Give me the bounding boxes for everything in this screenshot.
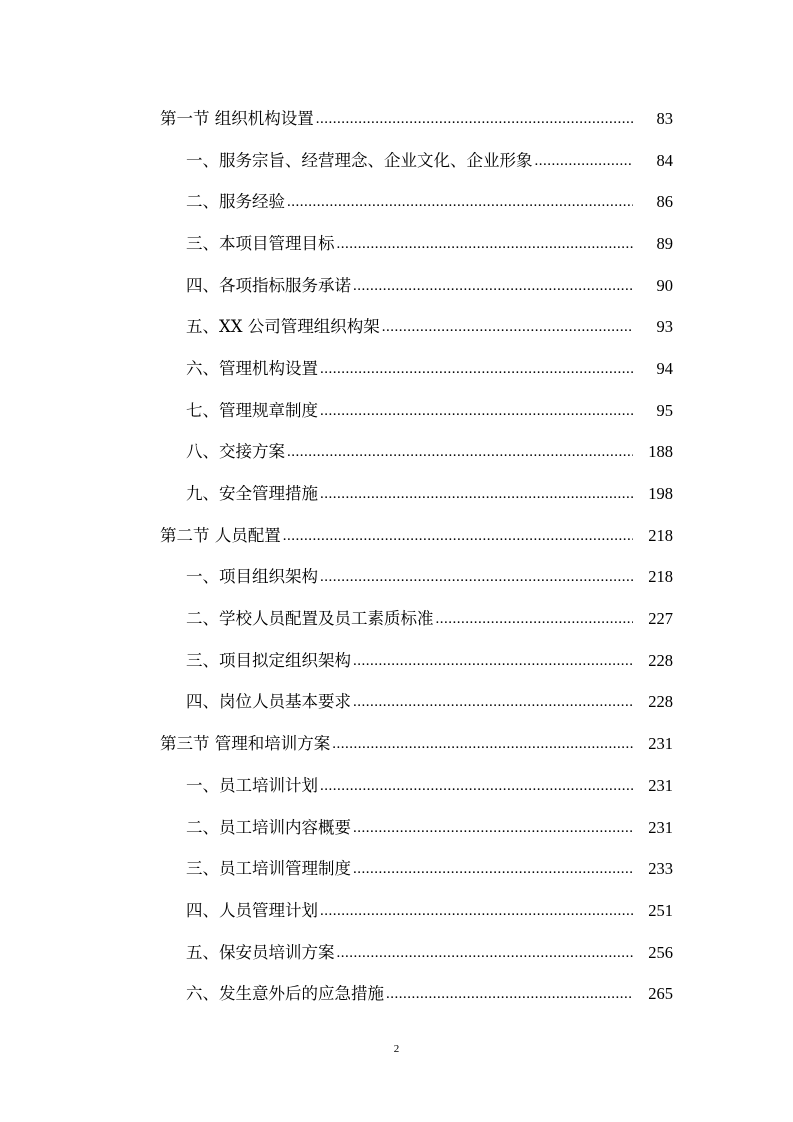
toc-entry-title: 二、员工培训内容概要 — [186, 817, 351, 837]
toc-entry[interactable] — [0, 723, 793, 765]
toc-dot-leader — [337, 943, 634, 963]
toc-dot-leader — [332, 734, 633, 754]
page-number-footer: 2 — [393, 1043, 400, 1055]
toc-entry[interactable] — [0, 932, 793, 974]
toc-entry-title: 四、各项指标服务承诺 — [186, 275, 351, 295]
toc-dot-leader — [353, 818, 633, 838]
toc-entry[interactable] — [0, 848, 793, 890]
toc-page-number: 84 — [656, 150, 673, 170]
toc-page-number: 231 — [648, 817, 673, 837]
toc-entry[interactable] — [0, 98, 793, 140]
toc-entry[interactable] — [0, 432, 793, 474]
toc-page-number: 93 — [656, 317, 673, 337]
toc-dot-leader — [353, 859, 633, 879]
toc-dot-leader — [353, 276, 633, 296]
toc-entry-title: 第三节 管理和培训方案 — [160, 734, 331, 754]
toc-entry[interactable] — [0, 515, 793, 557]
toc-page-number: 218 — [648, 567, 673, 587]
toc-entry[interactable] — [0, 265, 793, 307]
toc-entry-title: 第一节 组织机构设置 — [160, 108, 314, 128]
toc-entry[interactable] — [0, 306, 793, 348]
toc-entry-title: 八、交接方案 — [186, 442, 285, 462]
toc-entry[interactable] — [0, 682, 793, 724]
toc-page-number: 83 — [656, 108, 673, 128]
toc-entry-title: 第二节 人员配置 — [160, 525, 281, 545]
toc-dot-leader — [353, 692, 633, 712]
toc-entry[interactable] — [0, 557, 793, 599]
toc-dot-leader — [316, 109, 633, 129]
toc-entry-title: 二、学校人员配置及员工素质标准 — [186, 609, 434, 629]
toc-dot-leader — [287, 442, 633, 462]
toc-entry[interactable] — [0, 765, 793, 807]
toc-dot-leader — [535, 151, 634, 171]
toc-entry[interactable] — [0, 140, 793, 182]
toc-entry[interactable] — [0, 181, 793, 223]
toc-entry[interactable] — [0, 640, 793, 682]
toc-entry-title: 四、人员管理计划 — [186, 900, 318, 920]
toc-page-number: 231 — [648, 734, 673, 754]
toc-page-number: 89 — [656, 233, 673, 253]
toc-page-number: 86 — [656, 192, 673, 212]
toc-page-number: 227 — [648, 609, 673, 629]
toc-entry[interactable] — [0, 807, 793, 849]
toc-dot-leader — [320, 901, 633, 921]
toc-entry-title: 四、岗位人员基本要求 — [186, 692, 351, 712]
toc-entry[interactable] — [0, 390, 793, 432]
toc-entry[interactable] — [0, 348, 793, 390]
toc-page-number: 251 — [648, 900, 673, 920]
toc-page-number: 228 — [648, 650, 673, 670]
toc-page-number: 256 — [648, 942, 673, 962]
toc-entry-title: 三、本项目管理目标 — [186, 233, 335, 253]
toc-entry[interactable] — [0, 223, 793, 265]
toc-dot-leader — [436, 609, 634, 629]
toc-page-number: 90 — [656, 275, 673, 295]
toc-dot-leader — [320, 359, 633, 379]
toc-entry-title: 一、项目组织架构 — [186, 567, 318, 587]
toc-dot-leader — [320, 401, 633, 421]
toc-entry[interactable] — [0, 598, 793, 640]
toc-entry-title: 一、服务宗旨、经营理念、企业文化、企业形象 — [186, 150, 533, 170]
toc-entry-title: 三、员工培训管理制度 — [186, 859, 351, 879]
toc-dot-leader — [283, 526, 633, 546]
toc-page-number: 95 — [656, 400, 673, 420]
toc-entry-title: 六、发生意外后的应急措施 — [186, 984, 384, 1004]
toc-page-number: 233 — [648, 859, 673, 879]
toc-page-number: 94 — [656, 358, 673, 378]
toc-dot-leader — [337, 234, 634, 254]
toc-dot-leader — [320, 776, 633, 796]
toc-dot-leader — [320, 567, 633, 587]
toc-dot-leader — [386, 984, 633, 1004]
toc-entry-title: 二、服务经验 — [186, 192, 285, 212]
toc-entry-title: 五、XX 公司管理组织构架 — [186, 317, 380, 337]
toc-entry-title: 三、项目拟定组织架构 — [186, 650, 351, 670]
table-of-contents — [0, 98, 793, 1015]
toc-page-number: 228 — [648, 692, 673, 712]
toc-page-number: 231 — [648, 775, 673, 795]
toc-entry-title: 一、员工培训计划 — [186, 775, 318, 795]
toc-page-number: 265 — [648, 984, 673, 1004]
toc-entry[interactable] — [0, 973, 793, 1015]
toc-page-number: 188 — [648, 442, 673, 462]
toc-entry-title: 九、安全管理措施 — [186, 484, 318, 504]
toc-dot-leader — [320, 484, 633, 504]
toc-entry-title: 六、管理机构设置 — [186, 358, 318, 378]
toc-entry-title: 五、保安员培训方案 — [186, 942, 335, 962]
toc-page-number: 218 — [648, 525, 673, 545]
toc-entry-title: 七、管理规章制度 — [186, 400, 318, 420]
toc-entry[interactable] — [0, 890, 793, 932]
toc-dot-leader — [287, 192, 633, 212]
toc-dot-leader — [382, 317, 633, 337]
toc-page-number: 198 — [648, 484, 673, 504]
toc-entry[interactable] — [0, 473, 793, 515]
toc-dot-leader — [353, 651, 633, 671]
